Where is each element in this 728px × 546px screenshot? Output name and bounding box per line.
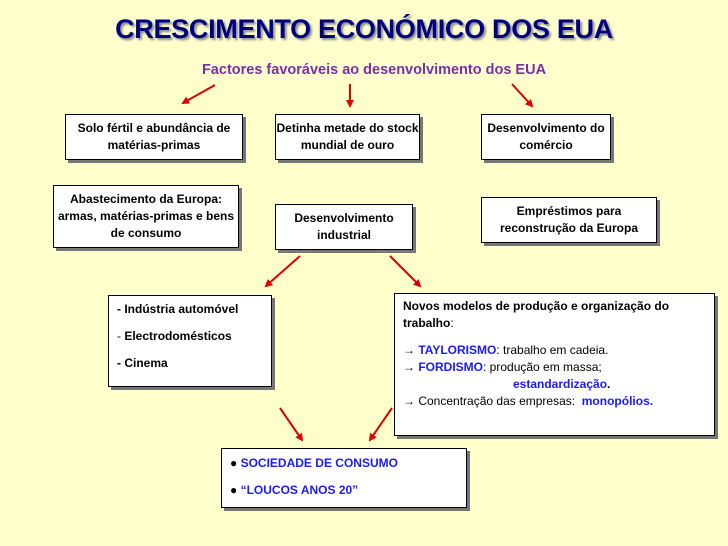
- arrow-to-industries: [266, 256, 300, 286]
- factor-comercio-text: Desenvolvimento do comércio: [487, 121, 605, 152]
- fordismo-text: : produção em massa;: [483, 360, 602, 374]
- arrow-right-icon: →: [403, 343, 415, 357]
- models-box: [394, 293, 715, 436]
- industry-electro: [117, 328, 263, 345]
- result-box: [221, 448, 467, 508]
- arrow-to-comercio: [512, 84, 532, 106]
- fordismo-label: FORDISMO: [418, 360, 484, 374]
- taylorismo-label: TAYLORISMO: [418, 343, 497, 357]
- factor-ouro-box: [275, 114, 420, 160]
- page-subtitle: Factores favoráveis ao desenvolvimento dos EUA: [201, 62, 547, 78]
- factor-comercio-box: [481, 114, 611, 160]
- arrow-to-models: [390, 256, 420, 286]
- arrow-right-icon: →: [403, 394, 415, 408]
- models-standard-line: [403, 376, 706, 393]
- arrow-to-solo: [183, 85, 215, 103]
- models-concentration-line: [403, 393, 706, 410]
- taylorismo-text: : trabalho em cadeia.: [496, 343, 609, 357]
- industries-box: [108, 295, 272, 387]
- estandardizacao-dot: .: [607, 377, 611, 391]
- concentration-text: Concentração das empresas:: [418, 394, 576, 408]
- factor-ouro-text: Detinha metade do stock mundial de ouro: [276, 121, 419, 152]
- arrow-to-result-left: [280, 408, 302, 440]
- models-ford-line: [403, 359, 706, 376]
- sociedade-consumo-label: SOCIEDADE DE CONSUMO: [240, 456, 398, 470]
- models-heading-text: Novos modelos de produção e organização do trabalho: [403, 299, 670, 330]
- monopolios-label: monopólios.: [581, 394, 654, 408]
- factor-industrial-text: Desenvolvimento industrial: [294, 211, 394, 242]
- factor-abastecimento-box: [53, 185, 239, 248]
- factor-solo-text: Solo fértil e abundância de matérias-primas: [77, 121, 231, 152]
- industry-auto: - Indústria automóvel: [117, 302, 239, 316]
- bullet-icon: ●: [230, 483, 238, 497]
- factor-emprestimos-box: [481, 197, 657, 243]
- arrow-to-result-right: [370, 408, 392, 440]
- factor-solo-box: [65, 114, 243, 160]
- loucos-anos-20-label: “LOUCOS ANOS 20”: [240, 483, 359, 497]
- factor-industrial-box: [275, 204, 413, 250]
- models-taylor-line: [403, 342, 706, 359]
- models-heading: [403, 298, 706, 332]
- industry-electro-label: Electrodomésticos: [124, 329, 232, 343]
- result-consumo-line: [230, 455, 458, 472]
- factor-emprestimos-text: Empréstimos para reconstrução da Europa: [499, 204, 639, 235]
- page-title: CRESCIMENTO ECONÓMICO DOS EUA: [115, 14, 613, 44]
- industry-electro-dash: -: [117, 329, 121, 343]
- bullet-icon: ●: [230, 456, 238, 470]
- result-loucos-line: [230, 482, 458, 499]
- arrow-right-icon: →: [403, 360, 415, 374]
- models-heading-colon: :: [450, 316, 454, 330]
- industry-cinema: - Cinema: [117, 356, 168, 370]
- estandardizacao-label: estandardização: [513, 377, 608, 391]
- factor-abastecimento-text: Abastecimento da Europa: armas, matérias-primas e bens de consumo: [57, 192, 235, 240]
